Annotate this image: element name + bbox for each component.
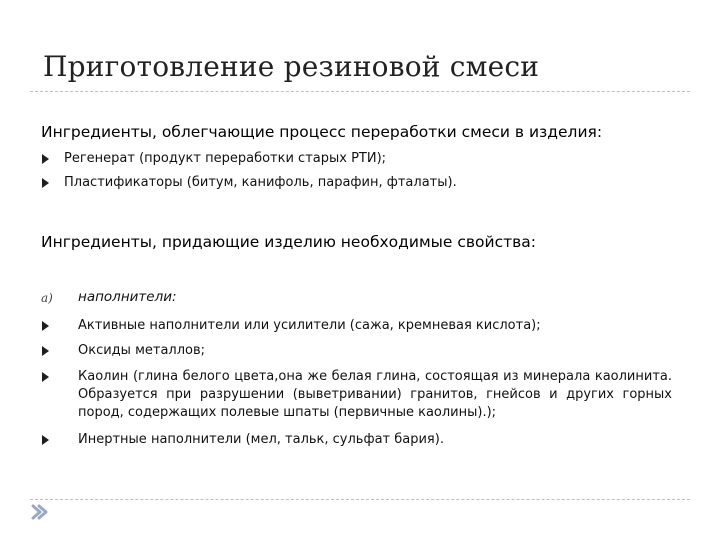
sub-list-letter: a) [41, 291, 53, 305]
footer-divider [30, 499, 690, 500]
bullet-icon [42, 178, 49, 188]
list-item: Инертные наполнители (мел, тальк, сульфат бария). [78, 432, 444, 447]
bullet-icon [42, 346, 49, 356]
bullet-icon [42, 435, 49, 445]
arrow-navigation-icon[interactable] [31, 504, 51, 520]
list-item: Регенерат (продукт переработки старых РТИ); [64, 151, 387, 166]
bullet-icon [42, 154, 49, 164]
section-heading-properties: Ингредиенты, придающие изделию необходимые свойства: [41, 233, 536, 251]
slide-title: Приготовление резиновой смеси [43, 50, 540, 83]
section-heading-processing: Ингредиенты, облегчающие процесс переработки смеси в изделия: [41, 123, 603, 141]
list-item: Пластификаторы (битум, канифоль, парафин, фталаты). [64, 175, 457, 190]
bullet-icon [42, 321, 49, 331]
sub-list-label: наполнители: [78, 289, 177, 305]
list-item: Оксиды металлов; [78, 343, 206, 358]
list-item: Активные наполнители или усилители (сажа, кремневая кислота); [78, 318, 541, 333]
list-item: Каолин (глина белого цвета,она же белая глина, состоящая из минерала каолинита. Образуется при разрушении (выветривании) гранитов, гнейсов и других горных пород, содержащих полевые шпаты (первичные каолины).); [78, 369, 672, 420]
bullet-icon [42, 372, 49, 382]
title-divider [30, 91, 690, 92]
